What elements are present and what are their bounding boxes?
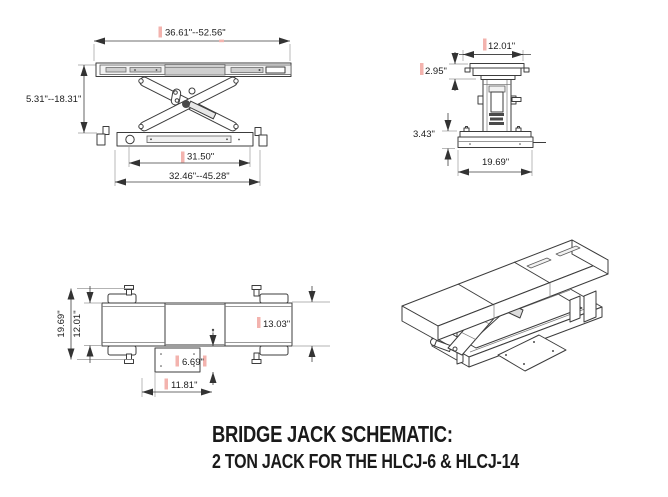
side-scissor-mechanism (138, 76, 238, 133)
title-block (212, 421, 596, 474)
dim-base-width: 32.46"--45.28" (169, 171, 230, 182)
highlight-bar (159, 27, 163, 38)
end-view (413, 39, 546, 177)
highlight-bar (483, 39, 487, 51)
schematic-subtitle: 2 TON JACK FOR THE HLCJ-6 & HLCJ-14 (212, 451, 519, 473)
dim-height-range: 5.31"--18.31" (26, 94, 82, 105)
iso-end-bracket (584, 291, 596, 322)
end-column (478, 80, 521, 132)
highlight-bar (176, 356, 180, 367)
isometric-view (402, 240, 608, 371)
dim-plate-height: 6.69" (182, 357, 204, 368)
dim-body-depth: 12.01" (72, 310, 83, 338)
highlight-bar (165, 379, 169, 390)
top-view (56, 286, 330, 398)
side-platform (96, 63, 291, 77)
dim-top-width: 36.61"--52.56" (165, 27, 226, 39)
schematic-title: BRIDGE JACK SCHEMATIC: (212, 421, 453, 447)
end-platform (465, 64, 529, 80)
side-view (26, 27, 291, 187)
dim-base-width-end: 19.69" (482, 157, 510, 168)
dim-platform-width: 12.01" (488, 41, 516, 52)
dim-inner-width: 31.50" (187, 151, 215, 163)
highlight-bar (257, 317, 261, 328)
crank-handle (512, 98, 521, 102)
side-base (97, 127, 267, 147)
highlight-bar (181, 152, 185, 163)
highlight-bar (420, 63, 424, 75)
dim-platform-height: 2.95" (425, 66, 447, 77)
dim-overall-depth: 19.69" (56, 310, 67, 338)
dim-plate-width: 11.81" (171, 380, 198, 391)
highlight-tick (219, 40, 224, 43)
dim-base-height: 3.43" (413, 129, 435, 140)
dim-right-depth: 13.03" (263, 319, 291, 330)
